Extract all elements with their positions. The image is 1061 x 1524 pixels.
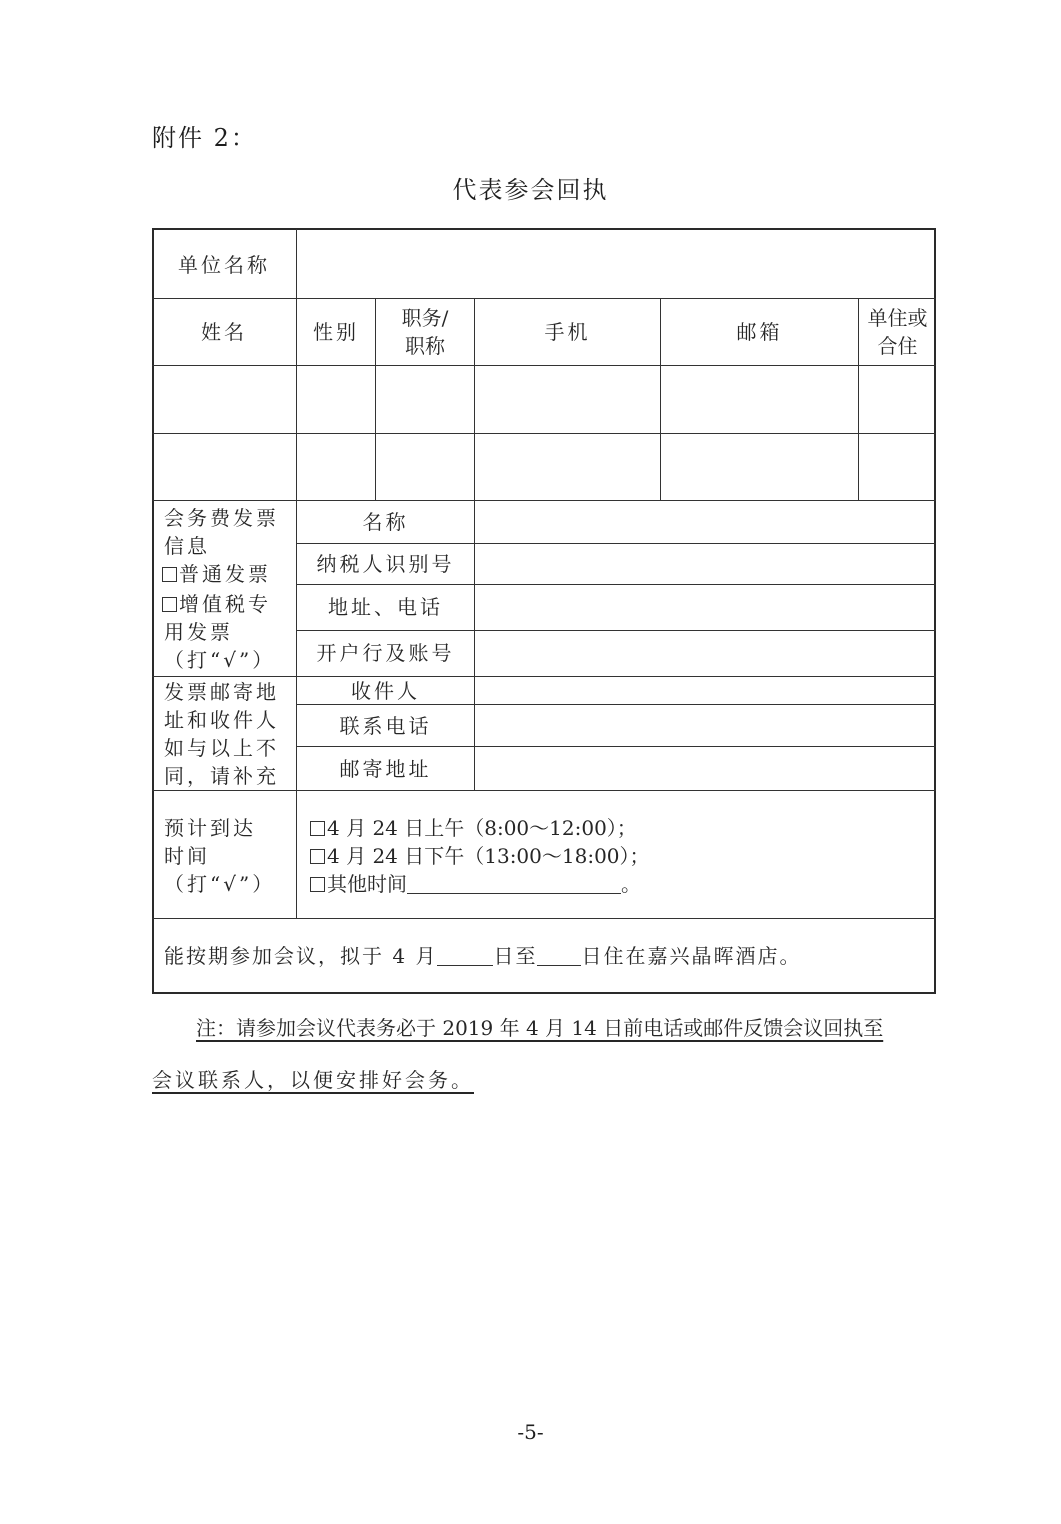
arrival-option-afternoon[interactable] (310, 842, 650, 870)
invoice-field-address-phone: 地址、电话 (328, 595, 443, 619)
column-divider (474, 298, 475, 746)
attachment-label: 附件 2： (152, 124, 257, 152)
mailing-field-contact-phone: 联系电话 (339, 714, 432, 738)
column-header-email: 邮箱 (736, 320, 783, 344)
normal-invoice-option[interactable] (162, 560, 271, 588)
column-header-title-line2: 职称 (405, 334, 445, 358)
invoice-field-name: 名称 (362, 510, 409, 534)
column-header-room-line1: 单住或 (867, 306, 928, 330)
arrival-option-afternoon-label: 4 月 24 日下午（13:00～18:00）； (327, 844, 650, 868)
stay-text-part1: 能按期参加会议，拟于 4 月 (164, 944, 438, 968)
column-header-phone: 手机 (544, 320, 591, 344)
stay-text-part2: 日至 (493, 944, 538, 968)
column-header-gender: 性别 (313, 320, 359, 344)
mailing-label-line4: 同，请补充 (164, 764, 279, 788)
row-divider (152, 676, 936, 677)
arrival-option-morning-label: 4 月 24 日上午（8:00～12:00）； (327, 816, 637, 840)
invoice-tick-hint: （打“√”） (164, 648, 276, 672)
arrival-label-line2: 时间 (164, 844, 210, 868)
checkbox[interactable] (310, 821, 325, 836)
stay-text-part3: 日住在嘉兴晶晖酒店。 (581, 944, 802, 968)
arrival-end-mark: 。 (621, 872, 641, 896)
row-divider (152, 298, 936, 299)
start-day-blank[interactable] (437, 945, 493, 966)
invoice-field-bank-account: 开户行及账号 (316, 641, 455, 665)
mailing-field-address: 邮寄地址 (339, 757, 432, 781)
mailing-field-recipient: 收件人 (351, 679, 420, 703)
arrival-option-morning[interactable] (310, 814, 637, 842)
arrival-option-other[interactable] (310, 870, 641, 898)
row-divider (152, 790, 936, 791)
invoice-field-tax-id: 纳税人识别号 (316, 552, 455, 576)
end-day-blank[interactable] (537, 945, 581, 966)
checkbox[interactable] (310, 849, 325, 864)
column-header-room-line2: 合住 (877, 334, 918, 358)
arrival-label-line3: （打“√”） (164, 872, 276, 896)
note-line1: 注：请参加会议代表务必于 2019 年 4 月 14 日前电话或邮件反馈会议回执至 (196, 1016, 884, 1040)
note-line2: 会议联系人，以便安排好会务。 (152, 1068, 474, 1092)
arrival-label-line1: 预计到达 (164, 816, 256, 840)
checkbox[interactable] (310, 877, 325, 892)
mailing-label-line3: 如与以上不 (164, 736, 279, 760)
mailing-label-line2: 址和收件人 (164, 708, 279, 732)
other-time-blank[interactable] (407, 873, 621, 894)
row-divider (297, 584, 936, 585)
arrival-option-other-label: 其他时间 (327, 872, 407, 896)
column-header-name: 姓名 (201, 320, 247, 344)
invoice-label-line1: 会务费发票 (164, 506, 279, 530)
row-divider (297, 543, 936, 544)
checkbox[interactable] (162, 567, 177, 582)
stay-sentence (164, 942, 801, 970)
row-divider (152, 500, 936, 501)
unit-name-label: 单位名称 (178, 253, 270, 277)
column-divider (474, 746, 475, 790)
row-divider (152, 433, 936, 434)
row-divider (152, 365, 936, 366)
row-divider (152, 918, 936, 919)
row-divider (297, 746, 936, 747)
page-number: -5- (517, 1420, 544, 1444)
checkbox[interactable] (162, 597, 177, 612)
column-header-title-line1: 职务/ (401, 306, 449, 330)
row-divider (297, 630, 936, 631)
vat-invoice-label-line1: 增值税专 (179, 592, 271, 616)
mailing-label-line1: 发票邮寄地 (164, 680, 279, 704)
vat-invoice-label-line2: 用发票 (164, 620, 233, 644)
normal-invoice-label: 普通发票 (179, 562, 271, 586)
page-title: 代表参会回执 (452, 176, 609, 204)
invoice-label-line2: 信息 (164, 534, 210, 558)
vat-invoice-option[interactable] (162, 590, 271, 618)
